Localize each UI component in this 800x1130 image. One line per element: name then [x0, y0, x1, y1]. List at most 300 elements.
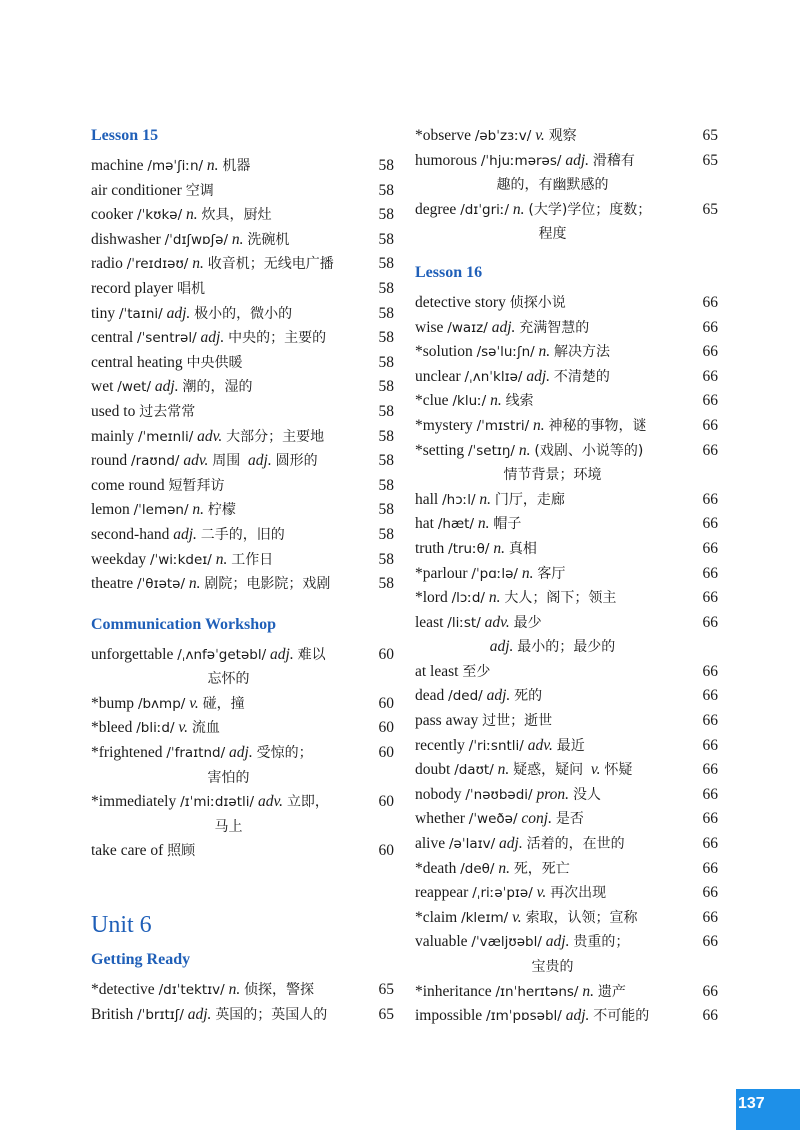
vocab-entry: [415, 586, 718, 611]
entry-meaning: 大人；阁下；领主: [504, 590, 617, 607]
entry-word: unforgettable: [91, 645, 174, 663]
entry-phonetic: /dɪˈtektɪv/: [158, 982, 225, 999]
entry-meaning: 碰，撞: [202, 695, 245, 712]
entry-phonetic: /ɪˈmiːdɪətli/: [180, 794, 255, 811]
entry-page: 66: [702, 908, 718, 926]
vocab-entry: [415, 537, 718, 562]
entry-meaning: 贵重的；: [573, 934, 630, 951]
vocab-entry: [91, 425, 394, 450]
vocab-entry: [91, 179, 394, 204]
entry-page: 58: [378, 501, 394, 519]
entry-meaning: 照顾: [167, 843, 196, 860]
vocab-entry: [91, 277, 394, 302]
entry-continuation: [415, 463, 690, 488]
entry-page: 58: [378, 255, 394, 273]
entry-phonetic: /ˈsetɪŋ/: [467, 442, 515, 459]
entry-pos: n.: [477, 515, 490, 533]
entry-pos: adj.: [526, 367, 551, 385]
unit-6-heading: Unit 6: [91, 912, 152, 939]
entry-phonetic: /hɔːl/: [442, 491, 476, 508]
entry-word: *mystery: [415, 416, 473, 434]
entry-phonetic: /ˈvæljʊəbl/: [471, 934, 542, 951]
entry-word: reappear: [415, 884, 469, 902]
entry-continuation-text: 程度: [538, 226, 567, 243]
entry-phonetic: /ˈriːsntli/: [468, 737, 524, 754]
entry-word: round: [91, 452, 128, 470]
entry-pos: n.: [186, 206, 198, 224]
entry-page: 66: [702, 441, 718, 459]
entry-word: record player: [91, 279, 174, 297]
entry-phonetic: /ˈmɪstri/: [476, 417, 530, 434]
entry-phonetic: /ˈlemən/: [133, 502, 189, 519]
entry-meaning: 立即，: [286, 794, 329, 811]
entry-pos: conj.: [521, 810, 552, 828]
entry-phonetic: /ˌriːəˈpɪə/: [472, 885, 533, 902]
entry-word: doubt: [415, 761, 451, 779]
vocab-entry: [91, 154, 394, 179]
entry-phonetic: /ˈfraɪtnd/: [166, 745, 226, 762]
lesson-15-list: [91, 154, 394, 597]
entry-pos: v.: [189, 694, 199, 712]
left-column: [91, 124, 394, 1027]
entry-word: wet: [91, 378, 114, 396]
vocab-entry: [415, 734, 718, 759]
entry-phonetic: /ɪmˈpɒsəbl/: [486, 1008, 562, 1025]
entry-meaning: (戏剧、小说等的): [534, 442, 644, 459]
entry-meaning: 流血: [191, 720, 220, 737]
entry-meaning: 遗产: [597, 983, 626, 1000]
entry-phonetic: /ˈwiːkdeɪ/: [149, 551, 212, 568]
page-number: 137: [736, 1089, 800, 1130]
entry-pos: n.: [512, 200, 525, 218]
entry-page: 66: [702, 589, 718, 607]
entry-pos: adj.: [154, 378, 179, 396]
entry-phonetic: /ˌʌnˈklɪə/: [464, 368, 523, 385]
entry-phonetic: /bʌmp/: [137, 695, 186, 712]
entry-meaning: 不可能的: [593, 1008, 650, 1025]
entry-pos: n.: [582, 982, 594, 1000]
entry-continuation-text: 情节背景；环境: [503, 467, 602, 484]
entry-page: 66: [702, 884, 718, 902]
entry-page: 58: [378, 525, 394, 543]
entry-meaning: 没人: [572, 786, 601, 803]
entry-page: 58: [378, 230, 394, 248]
entry-word: air conditioner: [91, 181, 182, 199]
right-column: [415, 124, 718, 1029]
entry-page: 66: [702, 392, 718, 410]
entry-meaning: 索取，认领；宣称: [525, 909, 638, 926]
entry-continuation: [415, 222, 690, 247]
entry-phonetic: /wet/: [117, 379, 152, 396]
entry-phonetic: /ˈmeɪnli/: [137, 428, 194, 445]
vocab-entry: [415, 758, 718, 783]
entry-meaning: 疑惑，疑问: [513, 762, 584, 779]
entry-word: recently: [415, 736, 465, 754]
entry-pos: v.: [536, 884, 547, 902]
entry-meaning: 线索: [505, 393, 534, 410]
entry-word: valuable: [415, 933, 468, 951]
entry-word: radio: [91, 255, 123, 273]
entry-pos: adj.: [173, 525, 197, 543]
entry-pos: adv.: [197, 427, 223, 445]
entry-phonetic: /səˈluːʃn/: [476, 344, 535, 361]
entry-meaning: 中央的；主要的: [228, 330, 327, 347]
entry-pos: adj.: [270, 645, 294, 663]
vocab-entry: [91, 548, 394, 573]
entry-word: central: [91, 329, 134, 347]
entry-pos: adj.: [166, 304, 191, 322]
entry-meaning: 收音机；无线电广播: [207, 256, 334, 273]
entry-page: 66: [702, 859, 718, 877]
vocab-entry: [91, 978, 394, 1003]
entry-word: hall: [415, 490, 439, 508]
entry-page: 66: [702, 982, 718, 1000]
entry-meaning: 潮的，湿的: [182, 379, 253, 396]
vocab-entry: [91, 643, 394, 692]
entry-phonetic: /ˈθɪətə/: [137, 576, 186, 593]
entry-pos: v.: [512, 908, 522, 926]
entry-word: whether: [415, 810, 465, 828]
vocab-entry: [415, 1004, 718, 1029]
entry-word: wise: [415, 318, 444, 336]
entry-pos: adv.: [527, 736, 553, 754]
entry-pos: v.: [178, 719, 188, 737]
entry-phonetic: /ˈhjuːmərəs/: [480, 152, 562, 169]
entry-word: degree: [415, 200, 457, 218]
communication-workshop-list: [91, 643, 394, 864]
entry-phonetic: /kluː/: [452, 393, 487, 410]
entry-meaning: 解决方法: [554, 344, 611, 361]
entry-meaning: 门厅，走廊: [494, 491, 565, 508]
entry-meaning: 最少: [513, 614, 542, 631]
entry-phonetic: /ɪnˈherɪtəns/: [495, 983, 579, 1000]
vocab-entry: [91, 692, 394, 717]
entry-page: 60: [378, 744, 394, 762]
entry-meaning: 空调: [185, 182, 214, 199]
entry-meaning: 工作日: [231, 551, 274, 568]
entry-meaning: 柠檬: [207, 502, 236, 519]
lesson-16-heading: Lesson 16: [415, 263, 483, 281]
entry-page: 66: [702, 490, 718, 508]
vocab-entry: [91, 1003, 394, 1028]
entry-pos: adj.: [499, 835, 523, 853]
vocab-entry: [91, 252, 394, 277]
entry-page: 66: [702, 416, 718, 434]
vocab-entry: [91, 839, 394, 864]
entry-word: machine: [91, 157, 144, 174]
entry-pos: pron.: [536, 785, 570, 803]
entry-continuation: [415, 955, 690, 980]
vocab-entry: [91, 400, 394, 425]
entry-page: 58: [378, 575, 394, 593]
entry-pos: adj.: [229, 744, 253, 762]
vocab-entry: [91, 498, 394, 523]
vocab-entry: [91, 351, 394, 376]
entry-word: hat: [415, 515, 434, 533]
vocab-entry: [415, 414, 718, 439]
entry-word: second-hand: [91, 525, 170, 543]
entry-page: 65: [702, 151, 718, 169]
vocab-entry: [415, 660, 718, 685]
entry-page: 60: [378, 694, 394, 712]
vocab-entry: [91, 790, 394, 839]
entry-pos-2: adj.: [248, 452, 272, 470]
entry-pos: adj.: [565, 1007, 590, 1025]
entry-meaning: 侦探，警探: [244, 982, 315, 999]
entry-page: 66: [702, 613, 718, 631]
entry-word: detective story: [415, 293, 506, 311]
vocab-entry: [415, 684, 718, 709]
entry-page: 58: [378, 402, 394, 420]
entry-continuation-text: 忘怀的: [207, 671, 250, 688]
entry-continuation-text: 宝贵的: [531, 959, 574, 975]
continued-list: [415, 124, 718, 247]
entry-meaning: 英国的；英国人的: [215, 1006, 328, 1023]
vocab-entry: [415, 709, 718, 734]
entry-page: 65: [378, 1005, 394, 1023]
vocab-entry: [415, 980, 718, 1005]
entry-meaning: 帽子: [493, 516, 522, 533]
entry-word: *frightened: [91, 744, 163, 762]
entry-meaning: 观察: [548, 128, 577, 144]
vocab-entry: [415, 340, 718, 365]
entry-page: 66: [702, 687, 718, 705]
entry-meaning: 死的: [514, 688, 543, 705]
entry-meaning: 真相: [508, 540, 537, 557]
entry-meaning: 过去常常: [139, 403, 196, 420]
entry-meaning: 周围: [212, 453, 241, 470]
entry-meaning: 难以: [297, 646, 326, 663]
vocab-entry: [415, 124, 718, 149]
entry-word: dishwasher: [91, 230, 161, 248]
entry-word: come round: [91, 476, 165, 494]
entry-page: 65: [378, 981, 394, 999]
vocab-entry: [415, 562, 718, 587]
entry-word: impossible: [415, 1007, 483, 1025]
entry-pos: n.: [533, 416, 545, 434]
entry-meaning: 唱机: [177, 280, 206, 297]
entry-phonetic: /əˈlaɪv/: [449, 836, 496, 853]
entry-phonetic: /ˈweðə/: [468, 811, 518, 828]
entry-pos: adj.: [200, 329, 225, 347]
entry-pos: n.: [498, 859, 510, 877]
vocab-entry: [415, 149, 718, 198]
entry-page: 66: [702, 515, 718, 533]
entry-phonetic: /hæt/: [437, 516, 475, 533]
entry-page: 66: [702, 539, 718, 557]
entry-pos: adv.: [484, 613, 510, 631]
entry-phonetic: /kleɪm/: [461, 909, 509, 926]
entry-pos: n.: [206, 157, 219, 174]
entry-page: 65: [702, 200, 718, 218]
entry-meaning: 至少: [462, 663, 491, 680]
entry-meaning: 客厅: [537, 565, 566, 582]
entry-phonetic: /ˈnəʊbədi/: [465, 786, 533, 803]
entry-word: *solution: [415, 343, 473, 361]
entry-pos: adj.: [545, 933, 570, 951]
entry-pos: n.: [488, 589, 501, 607]
entry-word: theatre: [91, 575, 134, 593]
vocab-entry: [415, 807, 718, 832]
entry-page: 58: [378, 181, 394, 199]
entry-pos: n.: [518, 441, 531, 459]
communication-workshop-heading: Communication Workshop: [91, 615, 277, 633]
vocab-entry: [415, 389, 718, 414]
entry-phonetic: /dɪˈgriː/: [460, 201, 509, 218]
entry-pos: n.: [497, 761, 510, 779]
entry-pos: n.: [538, 343, 551, 361]
entry-pos: adj.: [187, 1005, 212, 1023]
entry-meaning: 是否: [555, 811, 584, 828]
lesson-16-list: [415, 291, 718, 1029]
entry-continuation-text: 马上: [214, 818, 243, 835]
entry-phonetic: /ˈreɪdɪəʊ/: [126, 256, 189, 273]
vocab-entry: [415, 906, 718, 931]
entry-page: 58: [378, 550, 394, 568]
entry-pos: n.: [192, 255, 204, 273]
getting-ready-heading: Getting Ready: [91, 951, 191, 969]
entry-word: *bump: [91, 694, 135, 712]
entry-pos-2: v.: [590, 761, 601, 779]
entry-phonetic: /daʊt/: [454, 762, 494, 779]
entry-word: mainly: [91, 427, 135, 445]
entry-meaning-2: 圆形的: [275, 453, 318, 470]
entry-word: unclear: [415, 367, 461, 385]
vocab-entry: [415, 439, 718, 488]
entry-meaning: 极小的，微小的: [194, 305, 293, 322]
entry-pos: n.: [479, 490, 491, 508]
entry-meaning: 受惊的；: [256, 745, 313, 762]
entry-page: 58: [378, 378, 394, 396]
entry-page: 66: [702, 1007, 718, 1025]
vocab-entry: [91, 203, 394, 228]
entry-word: *inheritance: [415, 982, 492, 1000]
entry-page: 58: [378, 329, 394, 347]
entry-word: truth: [415, 539, 445, 557]
entry-word: weekday: [91, 550, 147, 568]
entry-phonetic: /ˈdɪʃwɒʃə/: [164, 231, 229, 248]
entry-page: 58: [378, 279, 394, 297]
entry-pos: v.: [535, 127, 545, 144]
entry-phonetic: /ˈkʊkə/: [137, 207, 183, 224]
entry-page: 66: [702, 933, 718, 951]
entry-page: 66: [702, 785, 718, 803]
entry-word: tiny: [91, 304, 116, 322]
entry-meaning: 充满智慧的: [519, 319, 590, 336]
entry-word: *parlour: [415, 564, 468, 582]
entry-word: *detective: [91, 981, 155, 999]
vocab-entry: [91, 572, 394, 597]
entry-phonetic: /lɔːd/: [451, 590, 485, 607]
entry-continuation-text: 最小的；最少的: [517, 639, 616, 656]
entry-word: *clue: [415, 392, 449, 410]
entry-word: humorous: [415, 151, 477, 169]
entry-word: cooker: [91, 206, 134, 224]
entry-phonetic: /deθ/: [460, 860, 495, 877]
entry-word: pass away: [415, 712, 479, 730]
entry-page: 60: [378, 645, 394, 663]
lesson-15-heading: Lesson 15: [91, 127, 159, 144]
vocab-entry: [415, 881, 718, 906]
entry-continuation: [91, 815, 366, 840]
entry-page: 66: [702, 367, 718, 385]
vocab-entry: [415, 512, 718, 537]
entry-meaning: 短暂拜访: [168, 477, 225, 494]
entry-pos: n.: [493, 539, 505, 557]
entry-phonetic: /əbˈzɜːv/: [474, 128, 532, 144]
vocab-entry: [415, 783, 718, 808]
vocab-entry: [91, 449, 394, 474]
entry-page: 66: [702, 712, 718, 730]
entry-pos: n.: [228, 981, 241, 999]
entry-continuation-text: 害怕的: [207, 769, 250, 786]
entry-word: *claim: [415, 908, 458, 926]
entry-page: 58: [378, 353, 394, 371]
entry-meaning: 死，死亡: [513, 860, 570, 877]
entry-meaning: 洗碗机: [247, 231, 290, 248]
entry-page: 60: [378, 719, 394, 737]
entry-page: 66: [702, 662, 718, 680]
vocab-entry: [415, 857, 718, 882]
entry-pos: n.: [521, 564, 534, 582]
entry-page: 58: [378, 206, 394, 224]
entry-page: 66: [702, 835, 718, 853]
entry-word: lemon: [91, 501, 130, 519]
entry-word: central heating: [91, 353, 183, 371]
entry-word: *observe: [415, 127, 471, 144]
entry-meaning-2: 怀疑: [604, 762, 633, 779]
entry-word: dead: [415, 687, 445, 705]
vocab-entry: [415, 316, 718, 341]
entry-pos: adj.: [565, 151, 590, 169]
entry-pos: adv.: [257, 793, 284, 811]
entry-meaning: (大学)学位；度数；: [528, 201, 652, 218]
entry-meaning: 活着的，在世的: [526, 836, 625, 853]
entry-page: 66: [702, 293, 718, 311]
entry-pos: n.: [215, 550, 228, 568]
entry-page: 60: [378, 793, 394, 811]
vocab-entry: [91, 716, 394, 741]
entry-pos: n.: [192, 501, 205, 519]
entry-meaning: 侦探小说: [509, 294, 566, 311]
entry-pos: adv.: [183, 452, 209, 470]
vocab-entry: [415, 611, 718, 660]
entry-phonetic: /truːθ/: [448, 540, 490, 557]
entry-word: used to: [91, 402, 136, 420]
entry-word: *immediately: [91, 793, 177, 811]
vocab-entry: [91, 474, 394, 499]
entry-phonetic: /raʊnd/: [131, 453, 180, 470]
vocab-entry: [415, 198, 718, 247]
entry-continuation: [415, 635, 690, 660]
vocab-entry: [91, 375, 394, 400]
entry-page: 66: [702, 810, 718, 828]
entry-page: 58: [378, 476, 394, 494]
entry-meaning: 大部分；主要地: [226, 428, 325, 445]
entry-page: 66: [702, 736, 718, 754]
entry-phonetic: /bliːd/: [136, 720, 175, 737]
entry-continuation-text: 趣的，有幽默感的: [496, 177, 609, 194]
entry-phonetic: /ded/: [448, 688, 483, 705]
vocab-entry: [91, 302, 394, 327]
entry-pos: n.: [490, 392, 502, 410]
entry-continuation-pos: adj.: [489, 638, 514, 656]
entry-page: 58: [378, 304, 394, 322]
entry-phonetic: /waɪz/: [447, 319, 488, 336]
entry-word: least: [415, 613, 444, 631]
entry-meaning: 中央供暖: [186, 354, 243, 371]
entry-meaning: 滑稽有: [592, 152, 635, 169]
